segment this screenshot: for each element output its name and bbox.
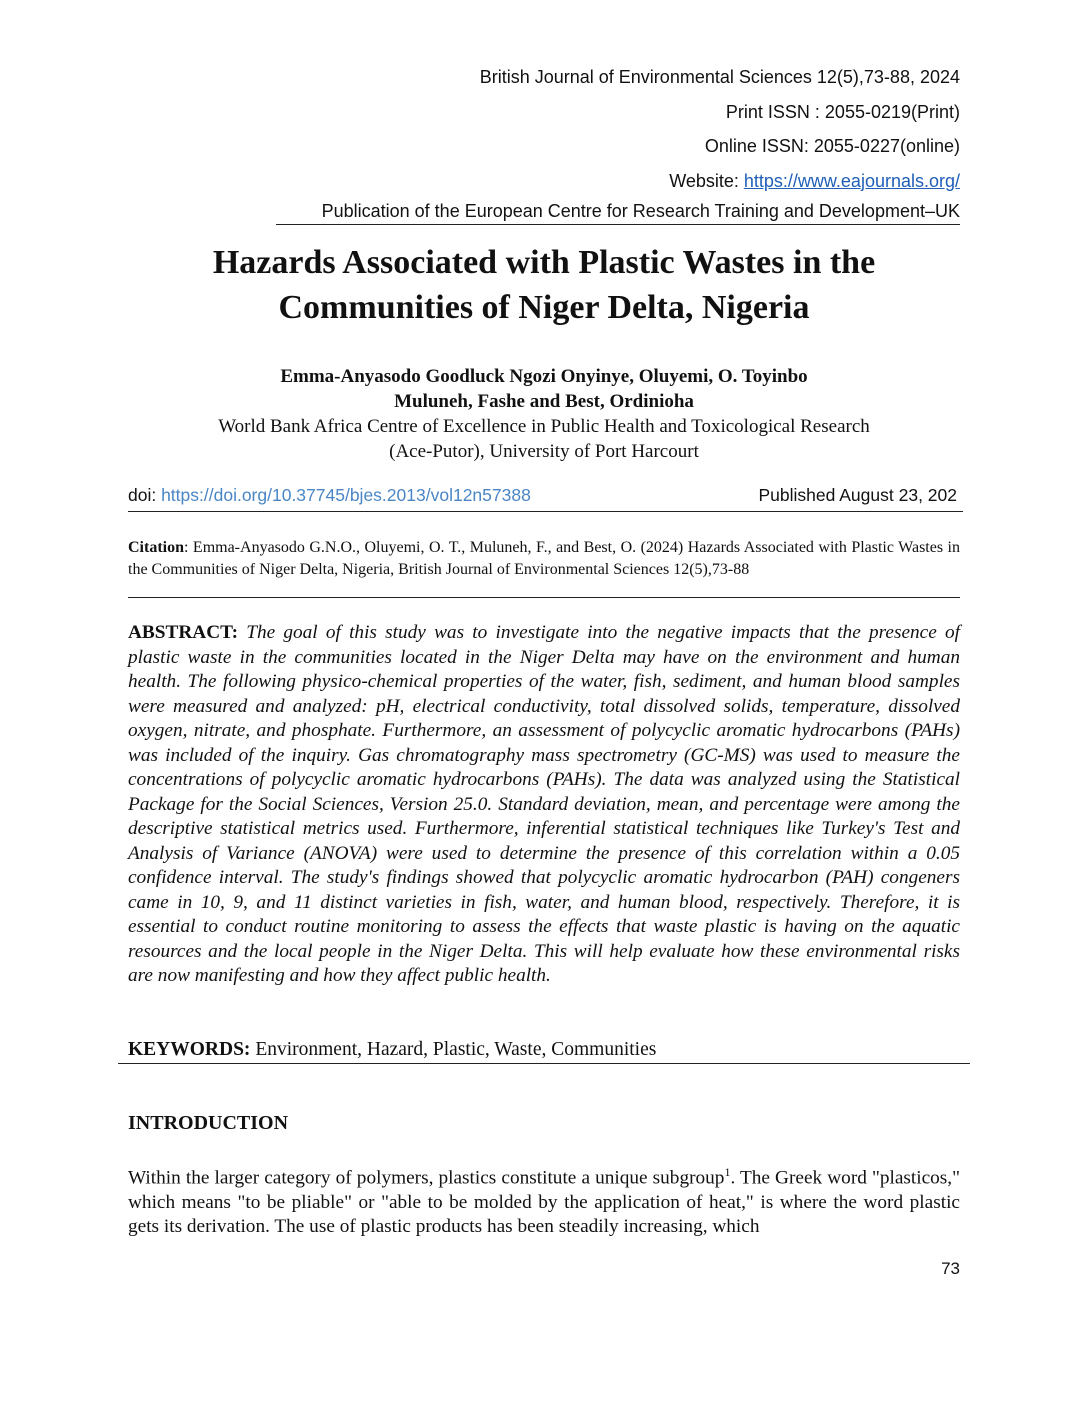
abstract-label: ABSTRACT: [128,622,247,643]
abstract [128,621,960,989]
footnote-reference[interactable]: 1 [724,1165,731,1179]
website-label: Website: [669,170,744,191]
doi-label: doi: [128,485,162,505]
author-block [128,364,960,464]
affiliation-line-2: (Ace-Putor), University of Port Harcourt [389,441,699,462]
title-line-2: Communities of Niger Delta, Nigeria [278,289,810,326]
doi-row [128,485,963,512]
keywords [118,1038,970,1064]
title-line-1: Hazards Associated with Plastic Wastes in the [212,244,876,281]
citation [128,537,960,598]
publisher-line: Publication of the European Centre for Research Training and Development–UK [276,201,960,225]
published-date: Published August 23, 202 [758,485,957,505]
print-issn: Print ISSN : 2055-0219(Print) [725,101,960,122]
intro-text-part-2: . The Greek word "plasticos," which means "to be pliable" or "able to be molded by the application of heat," is where the word plastic gets its derivation. The use of plastic products has been steadily increasing, which [128,1167,960,1238]
website-line [480,164,960,199]
keywords-text: Environment, Hazard, Plastic, Waste, Communities [250,1039,657,1060]
abstract-text: The goal of this study was to investigate into the negative impacts that the presence of plastic waste in the communities located in the Niger Delta may have on the environment and human health. The following physico-chemical properties of the water, fish, sediment, and human blood samples were measured and analyzed: pH, electrical conductivity, total dissolved solids, temperature, dissolved oxygen, nitrate, and phosphate. Furthermore, an assessment of polycyclic aromatic hydrocarbons (PAHs) was included of the inquiry. Gas chromatography mass spectrometry (GC-MS) was used to measure the concentrations of polycyclic aromatic hydrocarbons (PAHs). The data was analyzed using the Statistical Package for the Social Sciences, Version 25.0. Standard deviation, mean, and percentage were among the descriptive statistical metrics used. Furthermore, inferential statistical techniques like Turkey's Test and Analysis of Variance (ANOVA) were used to determine the presence of this correlation within a 0.05 confidence interval. The study's findings showed that polycyclic aromatic hydrocarbon (PAH) congeners came in 10, 9, and 11 distinct varieties in fish, water, and human blood, respectively. Therefore, it is essential to conduct routine monitoring to assess the effects that waste plastic is having on the aquatic resources and the local people in the Niger Delta. This will help evaluate how these environmental risks are now manifesting and how they affect public health. [128,622,960,986]
journal-citation: British Journal of Environmental Sciences 12(5),73-88, 2024 [479,67,960,87]
citation-label: Citation [128,539,184,556]
author-names-line-1: Emma-Anyasodo Goodluck Ngozi Onyinye, Oluyemi, O. Toyinbo [280,366,808,387]
page-number: 73 [941,1259,960,1278]
online-issn: Online ISSN: 2055-0227(online) [704,136,960,156]
paper-title [128,240,960,330]
doi-link[interactable]: https://doi.org/10.37745/bjes.2013/vol12n57388 [161,485,531,505]
journal-header [480,60,960,198]
affiliation-line-1: World Bank Africa Centre of Excellence in Public Health and Toxicological Research [218,416,870,437]
introduction-heading: INTRODUCTION [128,1112,289,1134]
website-link[interactable]: https://www.eajournals.org/ [743,170,960,191]
author-names-line-2: Muluneh, Fashe and Best, Ordinioha [394,391,694,412]
introduction-text [128,1160,960,1240]
intro-text-part-1: Within the larger category of polymers, plastics constitute a unique subgroup [128,1167,725,1189]
keywords-label: KEYWORDS: [128,1039,251,1060]
citation-text: : Emma-Anyasodo G.N.O., Oluyemi, O. T., Muluneh, F., and Best, O. (2024) Hazards Associated with Plastic Wastes in the Communities of Niger Delta, Nigeria, British Journal of Environmental Sciences 12(5),73-88 [128,539,960,578]
doi [128,485,531,506]
